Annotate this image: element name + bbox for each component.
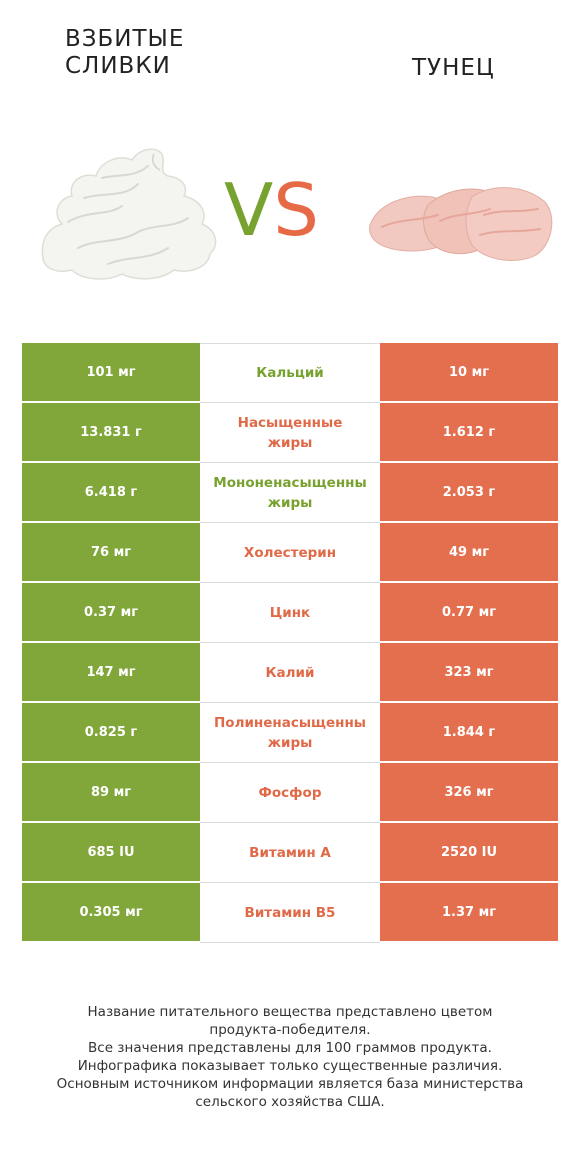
nutrient-name-cell [200, 523, 380, 583]
right-value-cell: 10 мг [380, 343, 558, 403]
nutrient-name-cell [200, 823, 380, 883]
nutrient-name-line: Цинк [269, 604, 311, 621]
whipped-cream-image [38, 140, 223, 290]
footer-notes [20, 1003, 560, 1111]
right-value-cell: 1.612 г [380, 403, 558, 463]
right-value-cell: 1.844 г [380, 703, 558, 763]
nutrient-name-cell [200, 583, 380, 643]
table-row [22, 463, 558, 523]
nutrient-name-line: Мононенасыщенны [213, 474, 367, 491]
left-value-cell: 0.825 г [22, 703, 200, 763]
table-row [22, 523, 558, 583]
nutrient-name-line: Холестерин [243, 544, 337, 561]
left-value-cell: 147 мг [22, 643, 200, 703]
left-value-cell: 0.305 мг [22, 883, 200, 943]
right-food-title: ТУНЕЦ [412, 55, 495, 81]
table-row [22, 403, 558, 463]
nutrient-name-line: Витамин B5 [244, 904, 336, 921]
nutrient-name-line: Калий [265, 664, 315, 681]
table-row [22, 763, 558, 823]
nutrient-name-line: Витамин A [249, 844, 331, 861]
left-value-cell: 6.418 г [22, 463, 200, 523]
footer-line: Основным источником информации является база министерства [56, 1076, 524, 1092]
tuna-image [368, 175, 558, 270]
vs-v-letter: V [224, 168, 274, 252]
nutrient-name-cell [200, 343, 380, 403]
nutrient-name-cell [200, 643, 380, 703]
left-value-cell: 89 мг [22, 763, 200, 823]
nutrient-name-cell [200, 883, 380, 943]
nutrient-name-line: жиры [267, 494, 313, 511]
table-row [22, 643, 558, 703]
footer-line: продукта-победителя. [209, 1022, 371, 1038]
nutrient-name-cell [200, 403, 380, 463]
left-value-cell: 0.37 мг [22, 583, 200, 643]
table-row [22, 583, 558, 643]
vs-s-letter: S [273, 168, 319, 252]
footer-line: Название питательного вещества представлено цветом [87, 1004, 493, 1020]
left-title-line-1: ВЗБИТЫЕ [65, 26, 185, 52]
nutrient-name-cell [200, 463, 380, 523]
footer-line: Инфографика показывает только существенные различия. [77, 1058, 503, 1074]
nutrient-name-line: Насыщенные [237, 414, 343, 431]
right-value-cell: 2520 IU [380, 823, 558, 883]
footer-line: Все значения представлены для 100 граммов продукта. [88, 1040, 492, 1056]
left-title-line-2: СЛИВКИ [65, 53, 171, 79]
table-row [22, 823, 558, 883]
right-value-cell: 0.77 мг [380, 583, 558, 643]
nutrient-name-line: Фосфор [258, 784, 322, 801]
left-value-cell: 101 мг [22, 343, 200, 403]
right-value-cell: 1.37 мг [380, 883, 558, 943]
nutrient-name-line: жиры [267, 734, 313, 751]
left-value-cell: 685 IU [22, 823, 200, 883]
left-food-title [65, 26, 184, 80]
nutrient-name-line: Кальций [256, 365, 324, 381]
nutrient-comparison-table [22, 343, 558, 943]
nutrient-name-cell [200, 763, 380, 823]
right-value-cell: 323 мг [380, 643, 558, 703]
left-value-cell: 13.831 г [22, 403, 200, 463]
vs-label [224, 170, 319, 250]
nutrient-name-line: жиры [267, 434, 313, 451]
table-row [22, 883, 558, 943]
left-value-cell: 76 мг [22, 523, 200, 583]
right-value-cell: 2.053 г [380, 463, 558, 523]
table-row [22, 343, 558, 403]
nutrient-name-line: Полиненасыщенны [214, 714, 366, 731]
table-row [22, 703, 558, 763]
right-value-cell: 326 мг [380, 763, 558, 823]
nutrient-name-cell [200, 703, 380, 763]
right-value-cell: 49 мг [380, 523, 558, 583]
footer-line: сельского хозяйства США. [195, 1094, 385, 1110]
